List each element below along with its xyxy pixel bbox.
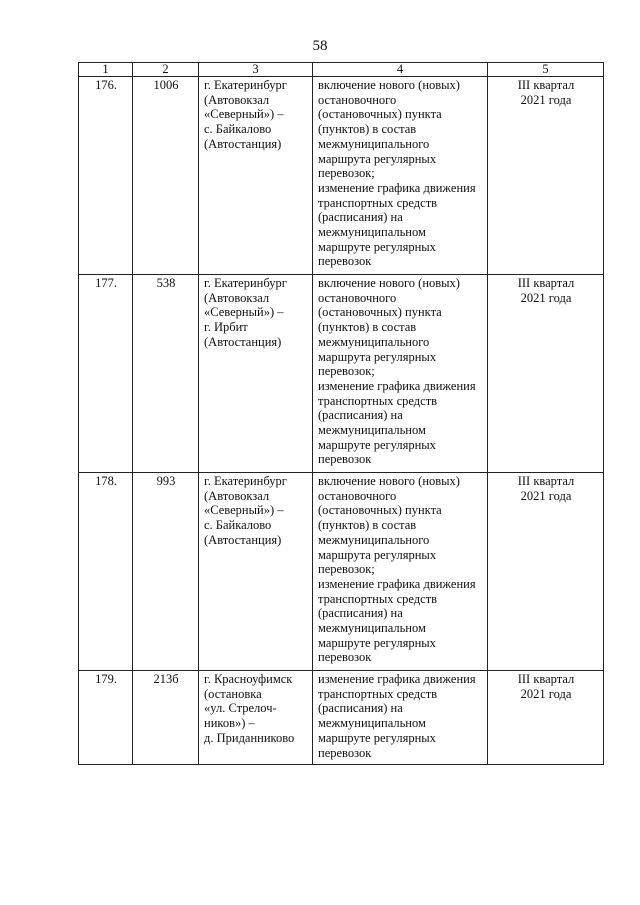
column-header: 1	[79, 63, 133, 77]
route-period: III квартал 2021 года	[488, 77, 604, 275]
table-row	[79, 473, 604, 671]
row-number: 178.	[79, 473, 133, 671]
table-header-row	[79, 63, 604, 77]
row-number: 177.	[79, 275, 133, 473]
route-name: г. Екатеринбург (Автовокзал «Северный») – г. Ирбит (Автостанция)	[199, 275, 313, 473]
column-header: 4	[313, 63, 488, 77]
route-action: включение нового (новых) остановочного (остановочных) пункта (пунктов) в состав межмуниципального маршрута регулярных перевозок; изменение графика движения транспортных средств (расписания) на межмуниципальном маршруте регулярных перевозок	[313, 77, 488, 275]
route-period: III квартал 2021 года	[488, 671, 604, 765]
row-number: 179.	[79, 671, 133, 765]
route-number: 993	[133, 473, 199, 671]
route-period: III квартал 2021 года	[488, 473, 604, 671]
table-row	[79, 671, 604, 765]
route-period: III квартал 2021 года	[488, 275, 604, 473]
table-row	[79, 275, 604, 473]
page-number: 58	[312, 38, 328, 54]
column-header: 2	[133, 63, 199, 77]
table-row	[79, 77, 604, 275]
route-number: 213б	[133, 671, 199, 765]
route-action: включение нового (новых) остановочного (остановочных) пункта (пунктов) в состав межмуниципального маршрута регулярных перевозок; изменение графика движения транспортных средств (расписания) на межмуниципальном маршруте регулярных перевозок	[313, 473, 488, 671]
route-number: 538	[133, 275, 199, 473]
route-name: г. Екатеринбург (Автовокзал «Северный») – с. Байкалово (Автостанция)	[199, 77, 313, 275]
routes-table	[78, 62, 604, 765]
route-action: изменение графика движения транспортных средств (расписания) на межмуниципальном маршруте регулярных перевозок	[313, 671, 488, 765]
column-header: 3	[199, 63, 313, 77]
row-number: 176.	[79, 77, 133, 275]
column-header: 5	[488, 63, 604, 77]
route-name: г. Екатеринбург (Автовокзал «Северный») – с. Байкалово (Автостанция)	[199, 473, 313, 671]
route-name: г. Красноуфимск (остановка «ул. Стрелоч- ников») – д. Приданниково	[199, 671, 313, 765]
route-number: 1006	[133, 77, 199, 275]
route-action: включение нового (новых) остановочного (остановочных) пункта (пунктов) в состав межмуниципального маршрута регулярных перевозок; изменение графика движения транспортных средств (расписания) на межмуниципальном маршруте регулярных перевозок	[313, 275, 488, 473]
